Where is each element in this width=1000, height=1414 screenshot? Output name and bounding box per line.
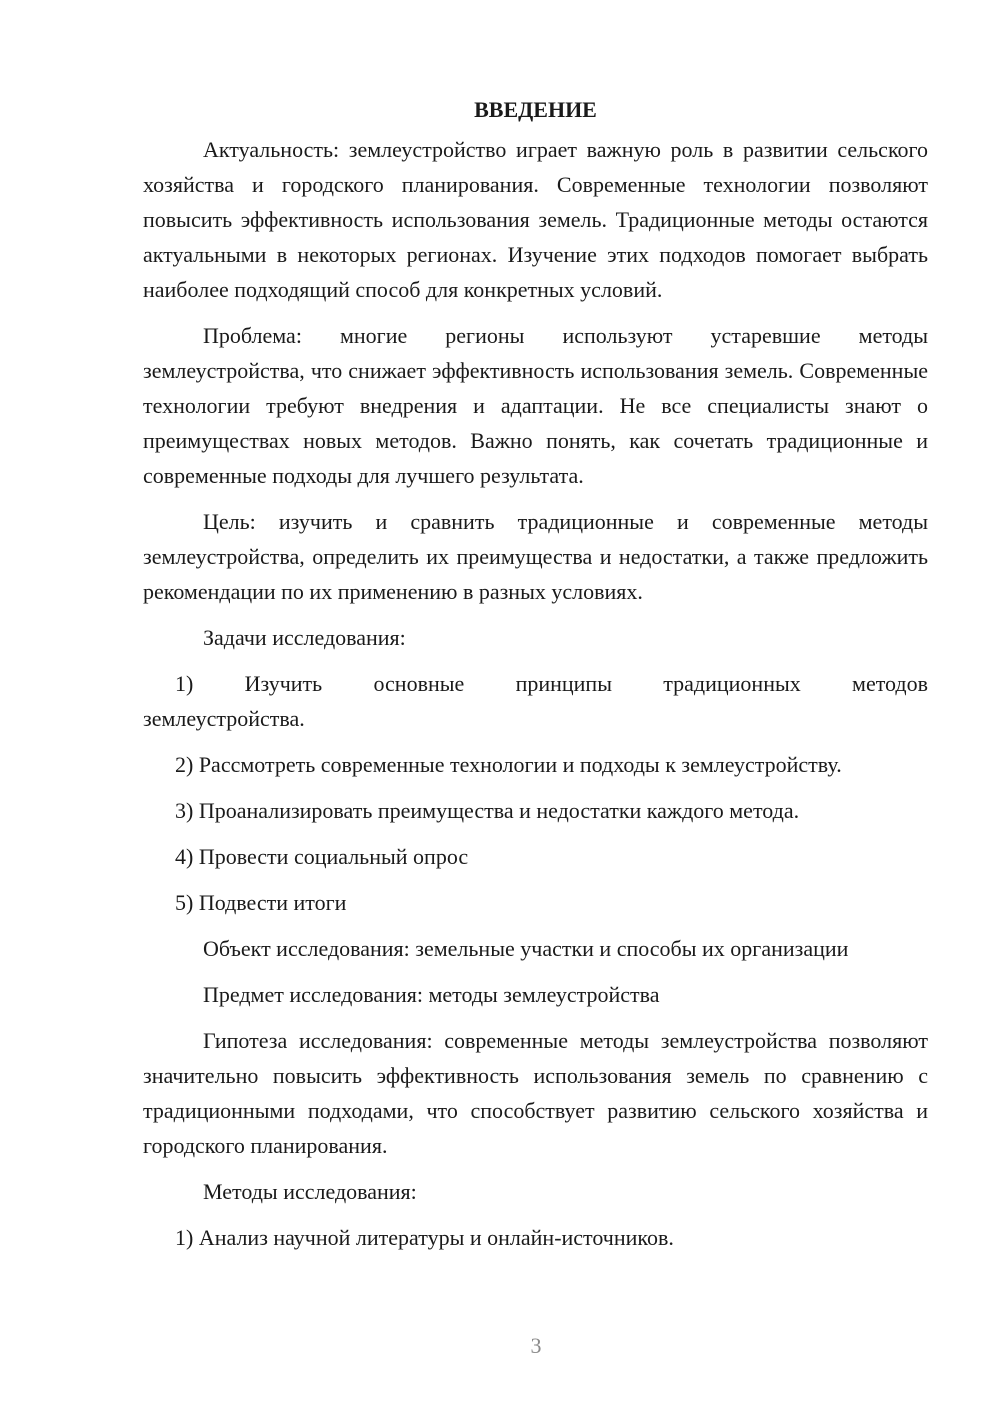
task-item-1-line-2: землеустройства. bbox=[143, 706, 305, 731]
subject-line: Предмет исследования: методы землеустройства bbox=[203, 982, 660, 1007]
problem-paragraph: Проблема: многие регионы используют устаревшие методы землеустройства, что снижает эффективность использования земель. Современные технологии требуют внедрения и адаптации. Не все специалисты знают о преимуществах новых методов. Важно понять, как сочетать традиционные и современные подходы для лучшего результата. bbox=[143, 323, 928, 488]
tasks-heading: Задачи исследования: bbox=[203, 625, 406, 650]
methods-heading: Методы исследования: bbox=[203, 1179, 417, 1204]
section-title: ВВЕДЕНИЕ bbox=[474, 97, 597, 122]
goal-paragraph: Цель: изучить и сравнить традиционные и современные методы землеустройства, определить их преимущества и недостатки, а также предложить рекомендации по их применению в разных условиях. bbox=[143, 509, 928, 604]
task-item-2: 2) Рассмотреть современные технологии и подходы к землеустройству. bbox=[175, 752, 842, 777]
page-content bbox=[143, 92, 928, 1266]
hypothesis-paragraph: Гипотеза исследования: современные методы землеустройства позволяют значительно повысить эффективность использования земель по сравнению с традиционными подходами, что способствует развитию сельского хозяйства и городского планирования. bbox=[143, 1028, 928, 1158]
task-item-4: 4) Провести социальный опрос bbox=[175, 844, 469, 869]
page-number: 3 bbox=[530, 1333, 542, 1358]
task-item-3: 3) Проанализировать преимущества и недостатки каждого метода. bbox=[175, 798, 800, 823]
task-item-1-line-1: 1) Изучить основные принципы традиционных методов bbox=[175, 671, 928, 696]
object-line: Объект исследования: земельные участки и способы их организации bbox=[203, 936, 849, 961]
method-item-1: 1) Анализ научной литературы и онлайн-источников. bbox=[175, 1225, 674, 1250]
task-item-5: 5) Подвести итоги bbox=[175, 890, 347, 915]
relevance-paragraph: Актуальность: землеустройство играет важную роль в развитии сельского хозяйства и городского планирования. Современные технологии позволяют повысить эффективность использования земель. Традиционные методы остаются актуальными в некоторых регионах. Изучение этих подходов помогает выбрать наиболее подходящий способ для конкретных условий. bbox=[143, 137, 928, 302]
